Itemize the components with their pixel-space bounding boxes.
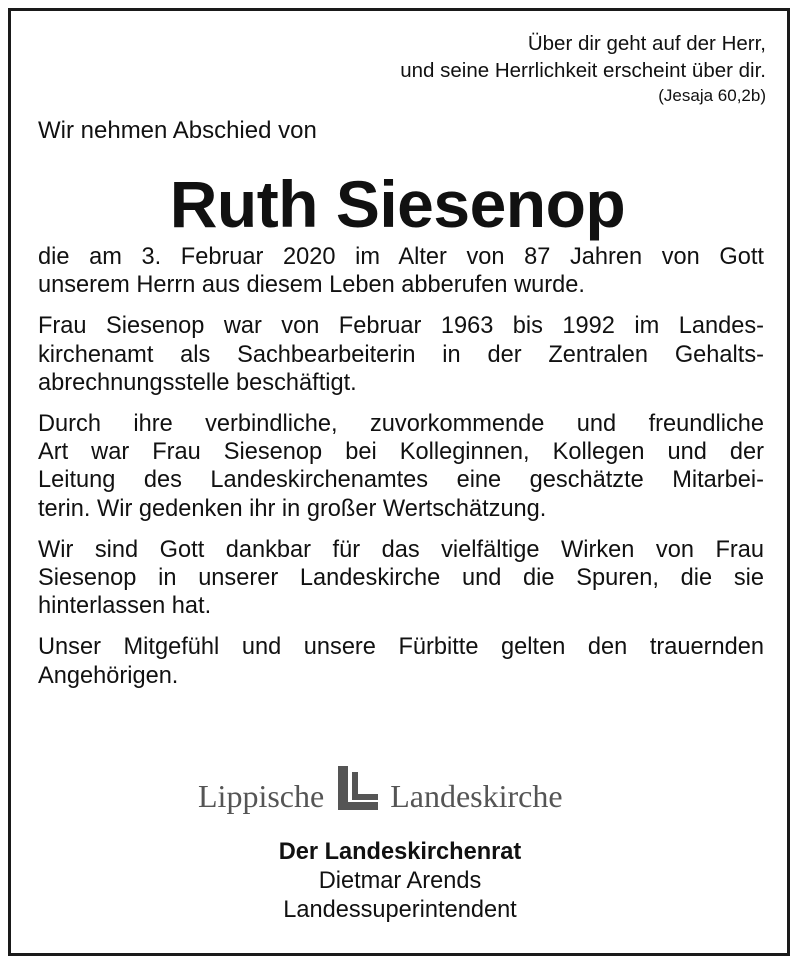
obituary-notice <box>31 30 764 703</box>
paragraph-line: die am 3. Februar 2020 im Alter von 87 Jahren von Gott <box>38 244 764 270</box>
verse-reference: (Jesaja 60,2b) <box>658 86 766 105</box>
verse-line: Über dir geht auf der Herr, <box>527 32 766 55</box>
signature-name: Dietmar Arends <box>318 868 482 894</box>
signature-title: Landessuperintendent <box>283 897 517 923</box>
paragraph-employment <box>31 312 764 397</box>
paragraph-line: Frau Siesenop war von Februar 1963 bis 1992 im Landes- <box>38 313 764 340</box>
paragraph-line: Leitung des Landeskirchenamtes eine geschätzte Mitarbei- <box>38 467 764 494</box>
paragraph-line: kirchenamt als Sachbearbeiterin in der Zentralen Gehalts- <box>38 341 764 368</box>
paragraph-line: Siesenop in unserer Landeskirche und die Spuren, die sie <box>38 565 764 592</box>
deceased-name: Ruth Siesenop <box>169 167 626 241</box>
logo-mark-icon <box>336 766 380 814</box>
bible-verse <box>31 30 766 84</box>
paragraph-death-notice <box>31 243 764 299</box>
paragraph-line: hinterlassen hat. <box>38 593 212 620</box>
paragraph-line: Art war Frau Siesenop bei Kolleginnen, Kollegen und der <box>38 439 764 466</box>
paragraph-gratitude <box>31 536 764 621</box>
paragraph-tribute <box>31 410 764 523</box>
paragraph-condolences <box>31 633 764 689</box>
signature-organization: Der Landeskirchenrat <box>278 839 522 865</box>
church-logo <box>198 760 608 814</box>
logo-word-left: Lippische <box>198 778 325 814</box>
paragraph-line: Durch ihre verbindliche, zuvorkommende und freundliche <box>38 411 764 438</box>
paragraph-line: abrechnungsstelle beschäftigt. <box>38 369 357 396</box>
paragraph-line: unserem Herrn aus diesem Leben abberufen wurde. <box>38 272 585 299</box>
intro-text: Wir nehmen Abschied von <box>38 117 317 144</box>
verse-line: und seine Herrlichkeit erscheint über dir. <box>400 59 766 82</box>
paragraph-line: terin. Wir gedenken ihr in großer Wertschätzung. <box>38 495 547 522</box>
paragraph-line: Unser Mitgefühl und unsere Fürbitte gelten den trauernden <box>38 634 764 661</box>
logo-word-right: Landeskirche <box>390 778 563 814</box>
paragraph-line: Angehörigen. <box>38 662 179 689</box>
paragraph-line: Wir sind Gott dankbar für das vielfältige Wirken von Frau <box>38 536 764 563</box>
